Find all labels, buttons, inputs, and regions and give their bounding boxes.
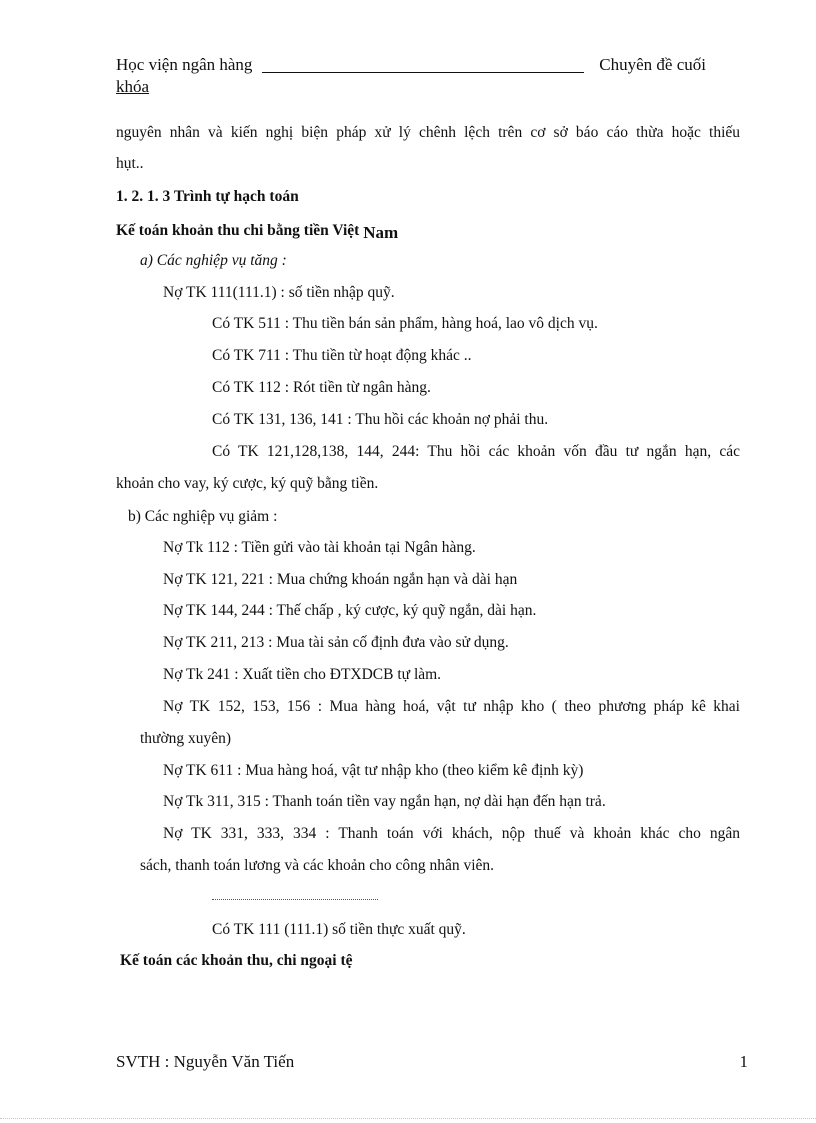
entry-line: Nợ TK 111(111.1) : số tiền nhập quỹ. xyxy=(163,284,395,301)
page-number: 1 xyxy=(739,1052,748,1071)
entry-line: Nợ Tk 311, 315 : Thanh toán tiền vay ngắn hạn, nợ dài hạn đến hạn trả. xyxy=(163,793,606,810)
header-rule xyxy=(262,72,584,73)
paragraph-line: nguyên nhân và kiến nghị biện pháp xử lý chênh lệch trên cơ sở báo cáo thừa hoặc thiếu xyxy=(116,124,740,141)
section-heading: 1. 2. 1. 3 Trình tự hạch toán xyxy=(116,188,299,205)
entry-line: Nợ TK 152, 153, 156 : Mua hàng hoá, vật tư nhập kho ( theo phương pháp kê khai xyxy=(163,698,740,715)
entry-line: Có TK 111 (111.1) số tiền thực xuất quỹ. xyxy=(212,921,466,938)
subsection-heading: a) Các nghiệp vụ tăng : xyxy=(140,252,287,269)
page-header xyxy=(116,54,706,98)
page-bottom-rule xyxy=(0,1118,816,1119)
subsection-heading: b) Các nghiệp vụ giảm : xyxy=(128,508,278,525)
entry-line: Có TK 121,128,138, 144, 244: Thu hồi các khoản vốn đầu tư ngắn hạn, các xyxy=(212,443,740,460)
entry-line: khoản cho vay, ký cược, ký quỹ bằng tiền. xyxy=(116,475,379,492)
entry-line: Có TK 511 : Thu tiền bán sản phẩm, hàng hoá, lao vô dịch vụ. xyxy=(212,315,598,332)
entry-line: Có TK 711 : Thu tiền từ hoạt động khác .. xyxy=(212,347,472,364)
section-heading: Kế toán khoản thu chi bằng tiền Việt Nam xyxy=(116,222,399,242)
entry-line: Nợ TK 121, 221 : Mua chứng khoán ngắn hạn và dài hạn xyxy=(163,571,518,588)
header-institution: Học viện ngân hàng xyxy=(116,55,253,74)
entry-line: Nợ TK 331, 333, 334 : Thanh toán với khách, nộp thuế và khoản khác cho ngân xyxy=(163,825,740,842)
dotted-separator xyxy=(212,899,378,900)
header-title: Chuyên đề cuối xyxy=(599,55,706,74)
entry-line: sách, thanh toán lương và các khoản cho công nhân viên. xyxy=(140,857,495,874)
footer-author: SVTH : Nguyễn Văn Tiến xyxy=(116,1052,295,1071)
entry-line: Có TK 112 : Rót tiền từ ngân hàng. xyxy=(212,379,431,396)
entry-line: Nợ TK 211, 213 : Mua tài sản cố định đưa vào sử dụng. xyxy=(163,634,509,651)
paragraph-line: hụt.. xyxy=(116,155,144,172)
entry-line: thường xuyên) xyxy=(140,730,232,747)
entry-line: Nợ Tk 241 : Xuất tiền cho ĐTXDCB tự làm. xyxy=(163,666,442,683)
entry-line: Nợ TK 144, 244 : Thế chấp , ký cược, ký quỹ ngắn, dài hạn. xyxy=(163,602,537,619)
entry-line: Nợ Tk 112 : Tiền gửi vào tài khoản tại Ngân hàng. xyxy=(163,539,476,556)
header-title-continued: khóa xyxy=(116,77,150,96)
section-heading: Kế toán các khoản thu, chi ngoại tệ xyxy=(120,952,353,969)
entry-line: Có TK 131, 136, 141 : Thu hồi các khoản nợ phải thu. xyxy=(212,411,549,428)
entry-line: Nợ TK 611 : Mua hàng hoá, vật tư nhập kho (theo kiểm kê định kỳ) xyxy=(163,762,584,779)
